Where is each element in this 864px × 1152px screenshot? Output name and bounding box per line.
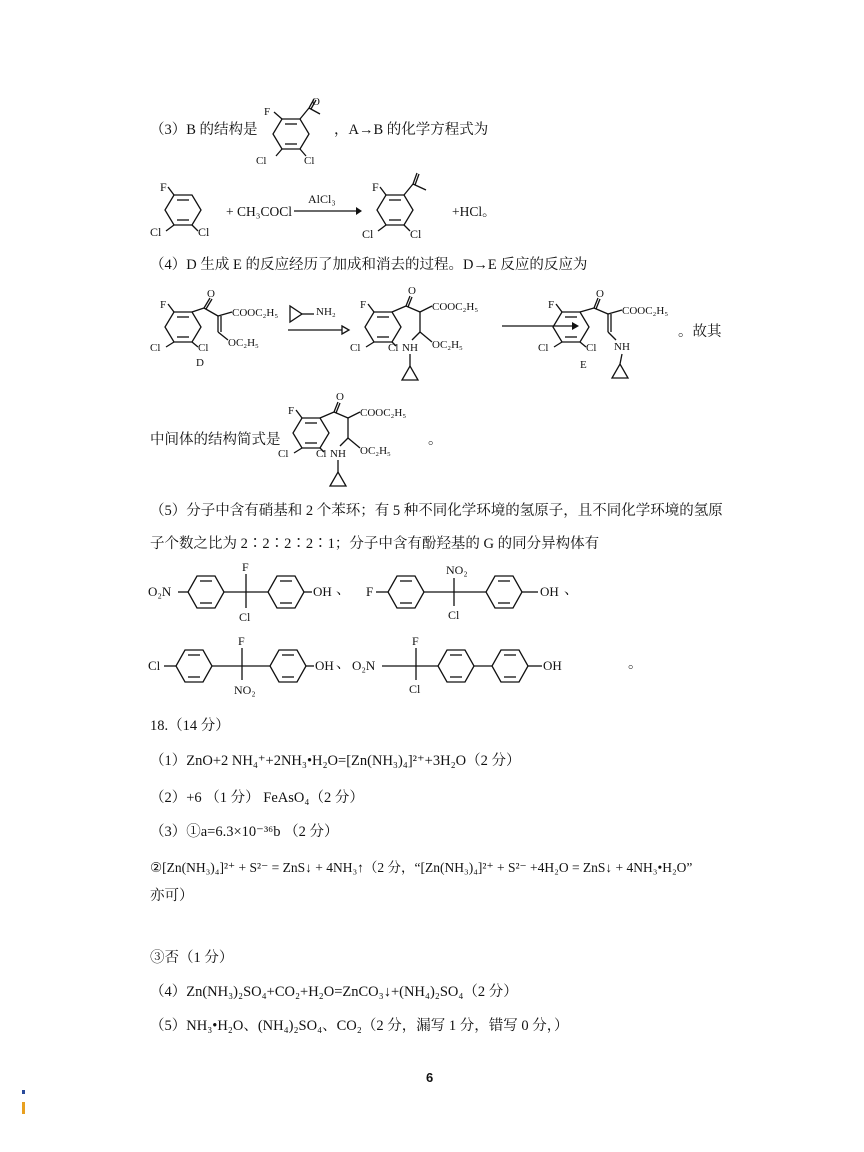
atom-OC2H5: OC₂H₅ [360,445,391,457]
atom-F: F [288,405,295,417]
atom-Cl: Cl [304,155,315,166]
atom-OC2H5: OC₂H₅ [432,339,463,351]
atom-Cl: Cl [316,448,327,460]
atom-NH: NH [330,448,346,460]
atom-Cl: Cl [239,610,251,624]
atom-Cl: Cl [409,682,421,696]
atom-Cl: Cl [256,155,267,166]
structure-A [148,178,218,240]
isomer-3 [148,630,358,700]
isomer-2 [362,556,592,622]
atom-O: O [408,285,416,297]
reaction-arrow [292,205,362,217]
atom-Cl: Cl [388,342,399,354]
atom-Cl: Cl [198,342,209,354]
isomer-4 [352,630,612,696]
q3-reagent: + CH₃COCl [226,204,292,219]
q18-answer-3: （3）①a=6.3×10⁻³⁶b （2 分） [150,824,339,840]
atom-Cl: Cl [362,227,374,240]
atom-NO2: NO₂ [234,683,256,697]
atom-OH: OH [543,658,562,673]
atom-NH: NH [402,342,418,354]
atom-F: F [366,584,374,599]
structure-D [148,288,298,368]
isomer-1 [148,560,358,624]
atom-Cl: Cl [410,227,422,240]
atom-Cl: Cl [586,342,597,354]
q4-mid-prefix: 中间体的结构简式是 [150,432,281,448]
atom-COOC2H5: COOC₂H₅ [622,305,669,317]
atom-F: F [264,106,271,118]
atom-O: O [312,96,320,108]
q5-sep: 、 [336,582,351,598]
page-number: 6 [426,1070,434,1085]
q4-mid-suffix: 。 [428,432,443,448]
atom-O2N: O₂N [352,658,376,673]
q18-answer-3b: ②[Zn(NH₃)₄]²⁺ + S²⁻ = ZnS↓ + 4NH₃↑（2 分，“[Zn(NH₃)₄]²⁺ + S²⁻ +4H₂O = ZnS↓ + 4NH₃•H₂O” [150,860,693,875]
atom-Cl: Cl [198,225,210,239]
q18-answer-2: （2）+6 （1 分） FeAsO₄（2 分） [150,790,364,806]
label-E: E [580,359,587,371]
structure-intermediate-answer [276,390,426,500]
atom-COOC2H5: COOC₂H₅ [360,407,407,419]
atom-Cl: Cl [278,448,289,460]
q18-answer-5: （5）NH₃•H₂O、(NH₄)₂SO₄、CO₂（2 分，漏写 1 分，错写 0 分，） [150,1018,569,1034]
atom-OH: OH [313,584,332,599]
q3-prefix: （3）B 的结构是 [150,122,258,138]
atom-F: F [160,299,167,311]
edge-mark [22,1090,25,1094]
atom-NO2: NO₂ [446,563,468,577]
q3-catalyst: AlCl₃ [308,192,336,206]
atom-F: F [238,634,245,648]
atom-Cl: Cl [538,342,549,354]
structure-intermediate [348,284,498,394]
structure-B-inline [252,96,332,166]
atom-F: F [360,299,367,311]
q3-byproduct: +HCl。 [452,204,496,219]
atom-F: F [412,634,419,648]
q5-line1: （5）分子中含有硝基和 2 个苯环；有 5 种不同化学环境的氢原子，且不同化学环境的氢原 [150,503,723,519]
atom-Cl: Cl [150,342,161,354]
atom-F: F [372,180,379,194]
q5-sep: 、 [564,582,579,598]
atom-F: F [160,180,167,194]
atom-COOC2H5: COOC₂H₅ [232,307,279,319]
atom-OH: OH [315,658,334,673]
atom-Cl: Cl [150,225,162,239]
atom-O: O [207,288,215,300]
atom-OH: OH [540,584,559,599]
q3-suffix: ，A→B 的化学方程式为 [334,122,489,138]
structure-E [536,288,686,388]
atom-Cl: Cl [148,658,161,673]
edge-mark [22,1102,25,1114]
q5-line2: 子个数之比为 2∶2∶2∶2∶1；分子中含有酚羟基的 G 的同分异构体有 [150,536,600,552]
atom-OC2H5: OC₂H₅ [228,337,259,349]
q5-sep: 、 [336,656,351,672]
q18-header: 18.（14 分） [150,718,230,734]
atom-O: O [336,391,344,403]
structure-B [360,168,450,240]
atom-NH: NH [614,341,630,353]
q4-tail: 。故其 [678,324,722,340]
atom-COOC2H5: COOC₂H₅ [432,301,479,313]
q18-answer-4: （4）Zn(NH₃)₂SO₄+CO₂+H₂O=ZnCO₃↓+(NH₄)₂SO₄（2 分） [150,984,518,1000]
atom-Cl: Cl [448,608,460,622]
q18-answer-1: （1）ZnO+2 NH₄⁺+2NH₃•H₂O=[Zn(NH₃)₄]²⁺+3H₂O（2 分） [150,753,521,769]
atom-O2N: O₂N [148,584,172,599]
q18-answer-3c: ③否（1 分） [150,950,234,966]
atom-O: O [596,288,604,300]
q4-intro: （4）D 生成 E 的反应经历了加成和消去的过程。D→E 反应的反应为 [150,257,588,273]
atom-Cl: Cl [350,342,361,354]
atom-F: F [242,560,249,574]
q18-answer-3b-cont: 亦可） [150,888,194,904]
label-D: D [196,357,204,368]
amine-label: NH₂ [316,306,336,318]
atom-F: F [548,299,555,311]
q5-end: 。 [628,656,643,672]
